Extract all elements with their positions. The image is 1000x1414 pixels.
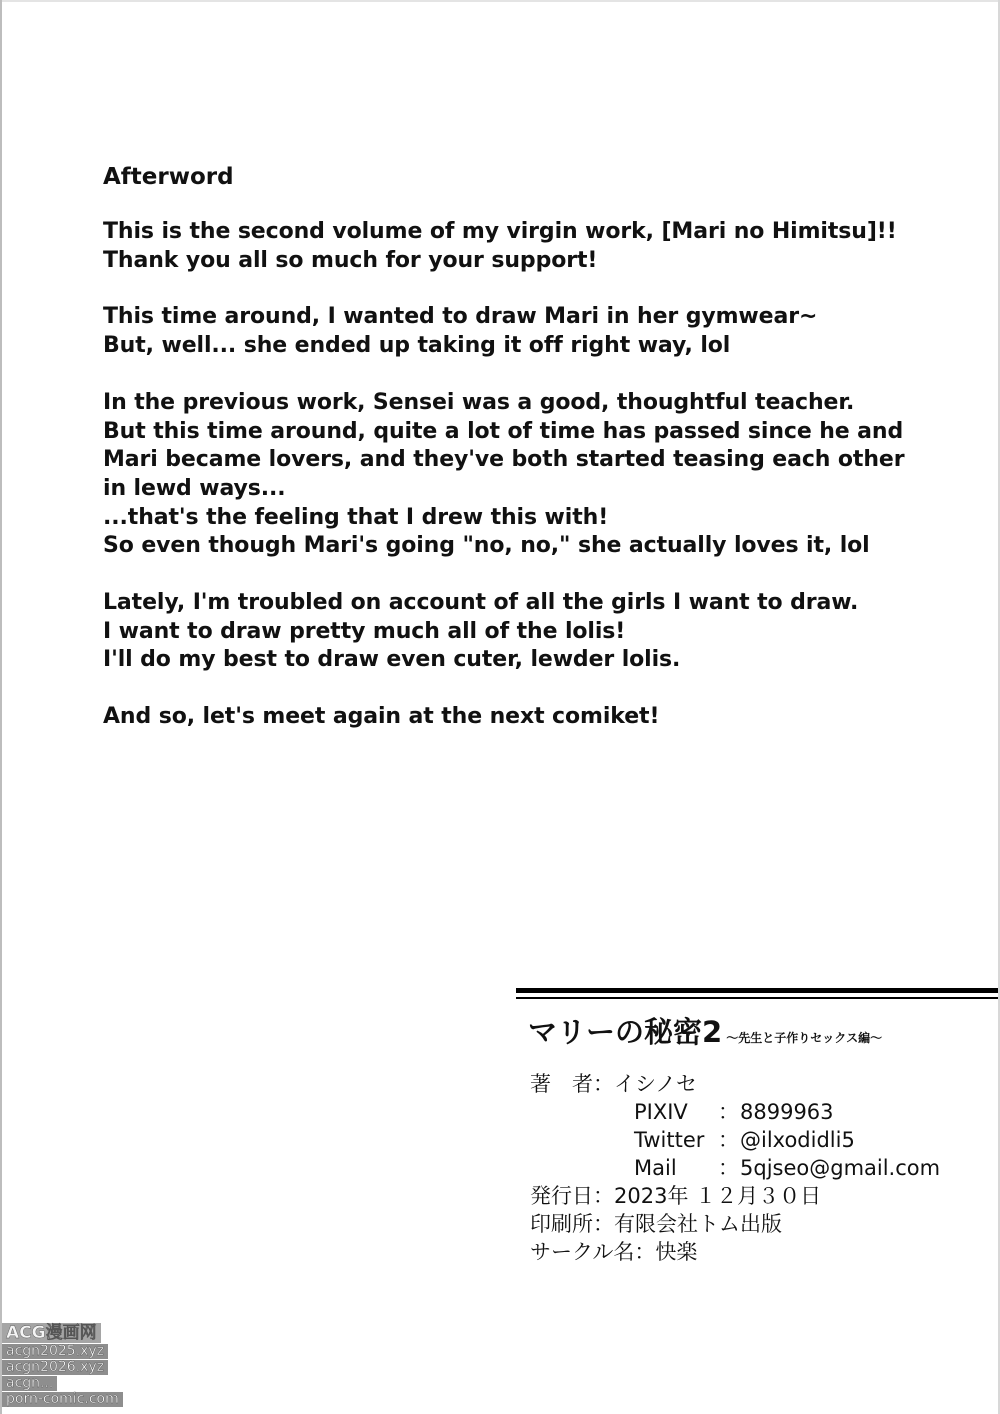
afterword-line: ...that's the feeling that I drew this with!	[103, 504, 609, 530]
afterword-line: I want to draw pretty much all of the lolis!	[103, 618, 626, 644]
page-border-top	[0, 0, 1000, 2]
afterword-line: Mari became lovers, and they've both started teasing each other	[103, 447, 905, 473]
afterword-line: This time around, I wanted to draw Mari in her gymwear~	[103, 304, 818, 330]
afterword-line: Lately, I'm troubled on account of all the girls I want to draw.	[103, 590, 859, 616]
afterword-line: And so, let's meet again at the next comiket!	[103, 704, 660, 730]
contact-colon: ：	[718, 1156, 739, 1180]
afterword-line: This is the second volume of my virgin work, [Mari no Himitsu]!!	[103, 219, 897, 244]
afterword-title: Afterword	[103, 164, 234, 190]
afterword-paragraph-4	[103, 589, 963, 675]
afterword-line: I'll do my best to draw even cuter, lewder lolis.	[103, 647, 681, 673]
watermark-logo: ACG漫画网	[2, 1323, 101, 1343]
contact-mail	[634, 1154, 940, 1182]
afterword-paragraph-2	[103, 303, 963, 360]
contact-label: Twitter	[634, 1128, 705, 1152]
afterword-line: Thank you all so much for your support!	[103, 247, 598, 273]
afterword-line: In the previous work, Sensei was a good, thoughtful teacher.	[103, 389, 855, 415]
afterword-paragraph-5	[103, 703, 963, 732]
watermark-line: acgn2025.xyz	[2, 1344, 108, 1359]
afterword-paragraph-3	[103, 389, 963, 561]
colophon	[516, 988, 998, 1264]
contact-colon: ：	[718, 1128, 739, 1152]
contact-label: Mail	[634, 1156, 677, 1180]
circle-line: サークル名：快楽	[530, 1240, 698, 1264]
book-subtitle: ～先生と子作りセックス編～	[726, 1031, 883, 1045]
contact-label: PIXIV	[634, 1100, 688, 1124]
colophon-rule-thin	[516, 997, 998, 999]
afterword-line: So even though Mari's going "no, no," she actually loves it, lol	[103, 533, 870, 559]
page-border-left	[0, 0, 2, 1414]
afterword-line: But this time around, quite a lot of time has passed since he and	[103, 418, 904, 444]
colophon-title-row	[528, 1012, 882, 1052]
watermark-line: acgn...	[2, 1376, 57, 1391]
contact-twitter	[634, 1126, 855, 1154]
printer-line: 印刷所：有限会社トム出版	[530, 1212, 782, 1236]
contact-pixiv	[634, 1098, 834, 1126]
contact-value: 5qjseo@gmail.com	[740, 1156, 941, 1180]
watermark-line: porn-comic.com	[2, 1392, 123, 1407]
afterword-line: But, well... she ended up taking it off right way, lol	[103, 333, 731, 359]
publish-date-line: 発行日：2023年 １２月３０日	[530, 1184, 822, 1208]
author-line: 著 者：イシノセ	[530, 1072, 697, 1096]
contact-value: 8899963	[740, 1100, 834, 1124]
watermark-line: acgn2026.xyz	[2, 1360, 108, 1375]
afterword-paragraph-1	[103, 218, 963, 275]
afterword-line: in lewd ways...	[103, 475, 286, 501]
book-title: マリーの秘密2	[528, 1015, 723, 1049]
afterword-section	[103, 160, 963, 760]
contact-value: @ilxodidli5	[740, 1128, 855, 1152]
watermark	[2, 1323, 127, 1408]
contact-colon: ：	[718, 1100, 739, 1124]
